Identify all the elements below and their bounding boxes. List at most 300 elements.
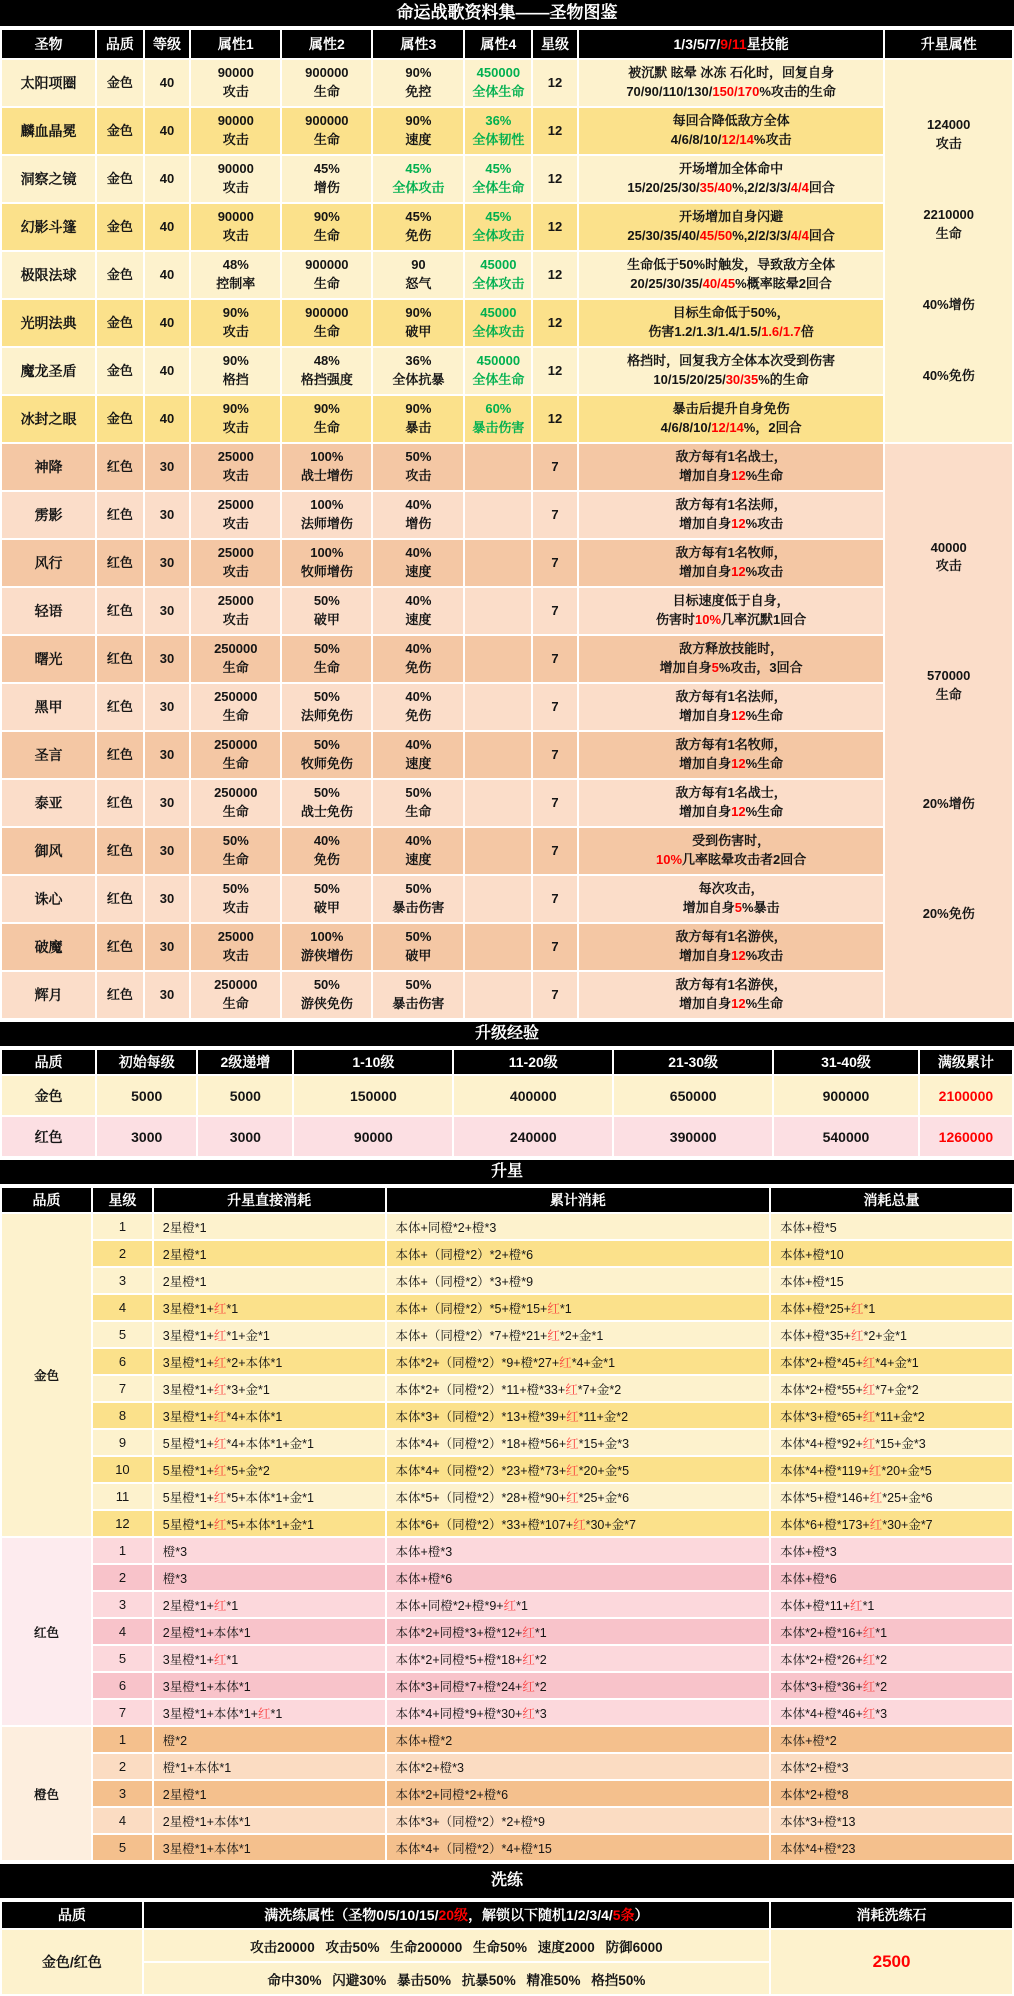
quality-cell: 金色 <box>96 107 144 155</box>
cumulative-cost-cell: 本体+（同橙*2）*2+橙*6 <box>386 1240 771 1267</box>
star-level-cell: 5 <box>92 1834 153 1861</box>
level-cell: 30 <box>144 539 191 587</box>
direct-cost-cell: 5星橙*1+红*5+本体*1+金*1 <box>153 1483 386 1510</box>
relic-table <box>0 28 1014 1020</box>
exp-cell: 1260000 <box>919 1116 1013 1157</box>
exp-header-row <box>1 1049 1013 1075</box>
quality-cell: 金色 <box>96 347 144 395</box>
attr1-cell: 48% 控制率 <box>190 251 281 299</box>
skill-cell: 敌方释放技能时， 增加自身5%攻击，3回合 <box>578 635 885 683</box>
attr3-cell: 40% 速度 <box>372 731 464 779</box>
column-header: 1-10级 <box>293 1049 453 1075</box>
column-header: 属性3 <box>372 29 464 59</box>
attr4-cell: 45000 全体攻击 <box>464 299 532 347</box>
attr2-cell: 900000 生命 <box>281 251 372 299</box>
total-cost-cell: 本体*3+橙*65+红*11+金*2 <box>770 1402 1013 1429</box>
quality-cell: 金色 <box>96 155 144 203</box>
attr1-cell: 50% 生命 <box>190 827 281 875</box>
column-header: 31-40级 <box>773 1049 919 1075</box>
exp-cell: 400000 <box>453 1075 613 1116</box>
attr1-cell: 25000 攻击 <box>190 923 281 971</box>
star-level-cell: 5 <box>92 1645 153 1672</box>
attr1-cell: 25000 攻击 <box>190 443 281 491</box>
skill-cell: 敌方每有1名游侠， 增加自身12%攻击 <box>578 923 885 971</box>
column-header: 属性2 <box>281 29 372 59</box>
exp-cell: 5000 <box>197 1075 293 1116</box>
attr1-cell: 90000 攻击 <box>190 59 281 107</box>
star-bonus-cell-gold <box>884 59 1013 443</box>
wash-cost-cell: 2500 <box>770 1929 1013 1995</box>
stars-cell: 12 <box>532 395 578 443</box>
total-cost-cell: 本体+橙*6 <box>770 1564 1013 1591</box>
attr3-cell: 50% 暴击伤害 <box>372 875 464 923</box>
column-header: 星级 <box>532 29 578 59</box>
cumulative-cost-cell: 本体*2+同橙*2+橙*6 <box>386 1780 771 1807</box>
level-cell: 40 <box>144 155 191 203</box>
total-cost-cell: 本体*3+橙*36+红*2 <box>770 1672 1013 1699</box>
star-bonus-entry: 2210000 生命 <box>923 207 975 241</box>
star-level-cell: 4 <box>92 1807 153 1834</box>
level-cell: 30 <box>144 491 191 539</box>
attr1-cell: 250000 生命 <box>190 971 281 1019</box>
attr3-cell: 50% 攻击 <box>372 443 464 491</box>
wash-row <box>1 1929 1013 1962</box>
level-cell: 40 <box>144 395 191 443</box>
attr3-cell: 90% 破甲 <box>372 299 464 347</box>
star-level-cell: 2 <box>92 1564 153 1591</box>
exp-cell: 金色 <box>1 1075 96 1116</box>
attr1-cell: 25000 攻击 <box>190 587 281 635</box>
level-cell: 30 <box>144 443 191 491</box>
attr4-cell: 60% 暴击伤害 <box>464 395 532 443</box>
attr4-cell: 45% 全体生命 <box>464 155 532 203</box>
relic-row <box>1 875 1013 923</box>
exp-row <box>1 1075 1013 1116</box>
attr2-cell: 100% 游侠增伤 <box>281 923 372 971</box>
attr3-cell: 40% 速度 <box>372 827 464 875</box>
column-header: 消耗总量 <box>770 1187 1013 1213</box>
relic-name-cell: 曙光 <box>1 635 96 683</box>
wash-stats-cell: 命中30% 闪避30% 暴击50% 抗暴50% 精准50% 格挡50% <box>143 1962 770 1995</box>
total-cost-cell: 本体+橙*2 <box>770 1726 1013 1753</box>
column-header: 品质 <box>96 29 144 59</box>
star-row <box>1 1564 1013 1591</box>
star-row <box>1 1753 1013 1780</box>
column-header: 品质 <box>1 1049 96 1075</box>
exp-cell: 150000 <box>293 1075 453 1116</box>
relic-name-cell: 麟血晶冕 <box>1 107 96 155</box>
attr2-cell: 100% 战士增伤 <box>281 443 372 491</box>
star-level-cell: 8 <box>92 1402 153 1429</box>
relic-row <box>1 107 1013 155</box>
relic-row <box>1 299 1013 347</box>
cumulative-cost-cell: 本体+橙*6 <box>386 1564 771 1591</box>
quality-cell: 红色 <box>96 635 144 683</box>
stars-cell: 7 <box>532 875 578 923</box>
skill-cell: 生命低于50%时触发，导致敌方全体 20/25/30/35/40/45%概率眩晕2回合 <box>578 251 885 299</box>
quality-cell: 红色 <box>96 539 144 587</box>
cumulative-cost-cell: 本体*4+（同橙*2）*18+橙*56+红*15+金*3 <box>386 1429 771 1456</box>
cumulative-cost-cell: 本体*4+（同橙*2）*23+橙*73+红*20+金*5 <box>386 1456 771 1483</box>
attr3-cell: 90% 暴击 <box>372 395 464 443</box>
attr1-cell: 250000 生命 <box>190 731 281 779</box>
direct-cost-cell: 2星橙*1+红*1 <box>153 1591 386 1618</box>
stars-cell: 7 <box>532 635 578 683</box>
star-row <box>1 1537 1013 1564</box>
attr2-cell: 50% 破甲 <box>281 875 372 923</box>
star-level-cell: 11 <box>92 1483 153 1510</box>
attr4-cell: 450000 全体生命 <box>464 347 532 395</box>
relic-name-cell: 极限法球 <box>1 251 96 299</box>
direct-cost-cell: 5星橙*1+红*5+金*2 <box>153 1456 386 1483</box>
attr3-cell: 90 怒气 <box>372 251 464 299</box>
stars-cell: 12 <box>532 155 578 203</box>
relic-row <box>1 59 1013 107</box>
level-cell: 40 <box>144 251 191 299</box>
star-level-cell: 6 <box>92 1672 153 1699</box>
attr4-cell <box>464 731 532 779</box>
direct-cost-cell: 橙*1+本体*1 <box>153 1753 386 1780</box>
attr4-cell <box>464 587 532 635</box>
star-bonus-entry: 40%免伤 <box>922 367 975 383</box>
quality-cell: 红色 <box>96 491 144 539</box>
exp-cell: 900000 <box>773 1075 919 1116</box>
attr2-cell: 50% 战士免伤 <box>281 779 372 827</box>
star-row <box>1 1699 1013 1726</box>
total-cost-cell: 本体+橙*5 <box>770 1213 1013 1240</box>
quality-cell: 红色 <box>96 779 144 827</box>
stars-cell: 7 <box>532 923 578 971</box>
star-level-cell: 9 <box>92 1429 153 1456</box>
direct-cost-cell: 3星橙*1+红*3+金*1 <box>153 1375 386 1402</box>
stars-cell: 7 <box>532 491 578 539</box>
quality-cell: 红色 <box>96 971 144 1019</box>
column-header: 满洗练属性（圣物0/5/10/15/20级，解锁以下随机1/2/3/4/5条） <box>143 1901 770 1929</box>
relic-row <box>1 443 1013 491</box>
total-cost-cell: 本体+橙*15 <box>770 1267 1013 1294</box>
attr2-cell: 50% 牧师免伤 <box>281 731 372 779</box>
star-row <box>1 1780 1013 1807</box>
level-cell: 30 <box>144 971 191 1019</box>
star-table <box>0 1186 1014 1862</box>
total-cost-cell: 本体+橙*3 <box>770 1537 1013 1564</box>
star-bonus-entry: 124000 攻击 <box>927 117 971 152</box>
star-row <box>1 1429 1013 1456</box>
attr3-cell: 50% 暴击伤害 <box>372 971 464 1019</box>
relic-row <box>1 155 1013 203</box>
relic-row <box>1 971 1013 1019</box>
column-header: 2级递增 <box>197 1049 293 1075</box>
star-level-cell: 1 <box>92 1213 153 1240</box>
column-header: 升星直接消耗 <box>153 1187 386 1213</box>
skill-cell: 格挡时，回复我方全体本次受到伤害 10/15/20/25/30/35%的生命 <box>578 347 885 395</box>
star-level-cell: 3 <box>92 1591 153 1618</box>
exp-cell: 650000 <box>613 1075 773 1116</box>
direct-cost-cell: 3星橙*1+本体*1+红*1 <box>153 1699 386 1726</box>
total-cost-cell: 本体*2+橙*55+红*7+金*2 <box>770 1375 1013 1402</box>
attr3-cell: 40% 免伤 <box>372 683 464 731</box>
attr2-cell: 40% 免伤 <box>281 827 372 875</box>
exp-cell: 2100000 <box>919 1075 1013 1116</box>
total-cost-cell: 本体*2+橙*3 <box>770 1753 1013 1780</box>
star-row <box>1 1591 1013 1618</box>
exp-cell: 红色 <box>1 1116 96 1157</box>
attr4-cell <box>464 875 532 923</box>
relic-row <box>1 923 1013 971</box>
cumulative-cost-cell: 本体+（同橙*2）*7+橙*21+红*2+金*1 <box>386 1321 771 1348</box>
direct-cost-cell: 橙*2 <box>153 1726 386 1753</box>
column-header: 消耗洗练石 <box>770 1901 1013 1929</box>
star-row <box>1 1645 1013 1672</box>
attr3-cell: 45% 全体攻击 <box>372 155 464 203</box>
stars-cell: 7 <box>532 779 578 827</box>
column-header: 初始每级 <box>96 1049 197 1075</box>
attr1-cell: 90% 攻击 <box>190 299 281 347</box>
relic-name-cell: 轻语 <box>1 587 96 635</box>
relic-row <box>1 491 1013 539</box>
level-cell: 30 <box>144 635 191 683</box>
exp-cell: 540000 <box>773 1116 919 1157</box>
direct-cost-cell: 橙*3 <box>153 1564 386 1591</box>
exp-section-title: 升级经验 <box>0 1020 1014 1048</box>
skill-cell: 敌方每有1名战士， 增加自身12%生命 <box>578 779 885 827</box>
attr1-cell: 90000 攻击 <box>190 203 281 251</box>
quality-span-cell: 红色 <box>1 1537 92 1726</box>
cumulative-cost-cell: 本体*2+（同橙*2）*11+橙*33+红*7+金*2 <box>386 1375 771 1402</box>
exp-cell: 390000 <box>613 1116 773 1157</box>
column-header: 属性1 <box>190 29 281 59</box>
relic-name-cell: 魔龙圣盾 <box>1 347 96 395</box>
stars-cell: 12 <box>532 107 578 155</box>
total-cost-cell: 本体*4+橙*119+红*20+金*5 <box>770 1456 1013 1483</box>
direct-cost-cell: 2星橙*1+本体*1 <box>153 1618 386 1645</box>
cumulative-cost-cell: 本体*2+（同橙*2）*9+橙*27+红*4+金*1 <box>386 1348 771 1375</box>
star-row <box>1 1510 1013 1537</box>
wash-section-title: 洗练 <box>0 1862 1014 1900</box>
quality-cell: 红色 <box>96 875 144 923</box>
star-level-cell: 2 <box>92 1753 153 1780</box>
star-bonus-list <box>886 448 1011 1014</box>
relic-row <box>1 779 1013 827</box>
direct-cost-cell: 3星橙*1+本体*1 <box>153 1834 386 1861</box>
attr3-cell: 36% 全体抗暴 <box>372 347 464 395</box>
star-level-cell: 4 <box>92 1618 153 1645</box>
relic-name-cell: 御风 <box>1 827 96 875</box>
attr4-cell <box>464 779 532 827</box>
attr1-cell: 90% 攻击 <box>190 395 281 443</box>
skill-cell: 受到伤害时， 10%几率眩晕攻击者2回合 <box>578 827 885 875</box>
total-cost-cell: 本体*4+橙*92+红*15+金*3 <box>770 1429 1013 1456</box>
page-title: 命运战歌资料集——圣物图鉴 <box>0 0 1014 28</box>
direct-cost-cell: 3星橙*1+红*1 <box>153 1645 386 1672</box>
relic-name-cell: 幻影斗篷 <box>1 203 96 251</box>
cumulative-cost-cell: 本体*3+同橙*7+橙*24+红*2 <box>386 1672 771 1699</box>
level-cell: 40 <box>144 107 191 155</box>
direct-cost-cell: 3星橙*1+本体*1 <box>153 1672 386 1699</box>
quality-cell: 金色 <box>96 203 144 251</box>
total-cost-cell: 本体+橙*11+红*1 <box>770 1591 1013 1618</box>
star-row <box>1 1294 1013 1321</box>
attr1-cell: 25000 攻击 <box>190 491 281 539</box>
level-cell: 40 <box>144 299 191 347</box>
star-level-cell: 2 <box>92 1240 153 1267</box>
relic-name-cell: 冰封之眼 <box>1 395 96 443</box>
attr4-cell <box>464 443 532 491</box>
attr2-cell: 100% 牧师增伤 <box>281 539 372 587</box>
column-header: 21-30级 <box>613 1049 773 1075</box>
star-section-title: 升星 <box>0 1158 1014 1186</box>
quality-cell: 金色 <box>96 59 144 107</box>
skill-cell: 敌方每有1名牧师， 增加自身12%攻击 <box>578 539 885 587</box>
quality-cell: 红色 <box>96 731 144 779</box>
quality-cell: 金色 <box>96 251 144 299</box>
relic-row <box>1 827 1013 875</box>
star-row <box>1 1807 1013 1834</box>
quality-span-cell: 橙色 <box>1 1726 92 1861</box>
cumulative-cost-cell: 本体*6+（同橙*2）*33+橙*107+红*30+金*7 <box>386 1510 771 1537</box>
relic-row <box>1 251 1013 299</box>
stars-cell: 7 <box>532 731 578 779</box>
direct-cost-cell: 3星橙*1+红*1+金*1 <box>153 1321 386 1348</box>
cumulative-cost-cell: 本体*2+橙*3 <box>386 1753 771 1780</box>
relic-header-row <box>1 29 1013 59</box>
relic-name-cell: 破魔 <box>1 923 96 971</box>
star-row <box>1 1672 1013 1699</box>
attr2-cell: 50% 生命 <box>281 635 372 683</box>
attr4-cell <box>464 827 532 875</box>
attr3-cell: 90% 免控 <box>372 59 464 107</box>
column-header: 累计消耗 <box>386 1187 771 1213</box>
column-header: 等级 <box>144 29 191 59</box>
attr1-cell: 250000 生命 <box>190 779 281 827</box>
total-cost-cell: 本体*3+橙*13 <box>770 1807 1013 1834</box>
attr2-cell: 900000 生命 <box>281 107 372 155</box>
attr1-cell: 90000 攻击 <box>190 107 281 155</box>
skill-cell: 开场增加全体命中 15/20/25/30/35/40%,2/2/3/3/4/4回合 <box>578 155 885 203</box>
cumulative-cost-cell: 本体+（同橙*2）*5+橙*15+红*1 <box>386 1294 771 1321</box>
cumulative-cost-cell: 本体+同橙*2+橙*3 <box>386 1213 771 1240</box>
skill-cell: 每回合降低敌方全体 4/6/8/10/12/14%攻击 <box>578 107 885 155</box>
column-header: 满级累计 <box>919 1049 1013 1075</box>
relic-name-cell: 黑甲 <box>1 683 96 731</box>
attr2-cell: 50% 游侠免伤 <box>281 971 372 1019</box>
skill-cell: 敌方每有1名法师， 增加自身12%生命 <box>578 683 885 731</box>
cumulative-cost-cell: 本体*2+同橙*3+橙*12+红*1 <box>386 1618 771 1645</box>
wash-stats-cell: 攻击20000 攻击50% 生命200000 生命50% 速度2000 防御6000 <box>143 1929 770 1962</box>
attr4-cell: 36% 全体韧性 <box>464 107 532 155</box>
total-cost-cell: 本体*2+橙*16+红*1 <box>770 1618 1013 1645</box>
total-cost-cell: 本体+橙*10 <box>770 1240 1013 1267</box>
cumulative-cost-cell: 本体+（同橙*2）*3+橙*9 <box>386 1267 771 1294</box>
quality-cell: 金色 <box>96 299 144 347</box>
attr3-cell: 50% 破甲 <box>372 923 464 971</box>
attr4-cell: 45% 全体攻击 <box>464 203 532 251</box>
relic-row <box>1 635 1013 683</box>
cumulative-cost-cell: 本体+橙*3 <box>386 1537 771 1564</box>
attr1-cell: 50% 攻击 <box>190 875 281 923</box>
stars-cell: 7 <box>532 443 578 491</box>
exp-cell: 90000 <box>293 1116 453 1157</box>
relic-name-cell: 泰亚 <box>1 779 96 827</box>
total-cost-cell: 本体*4+橙*23 <box>770 1834 1013 1861</box>
relic-name-cell: 光明法典 <box>1 299 96 347</box>
attr2-cell: 90% 生命 <box>281 203 372 251</box>
star-level-cell: 6 <box>92 1348 153 1375</box>
attr3-cell: 40% 速度 <box>372 539 464 587</box>
skill-cell: 开场增加自身闪避 25/30/35/40/45/50%,2/2/3/3/4/4回合 <box>578 203 885 251</box>
direct-cost-cell: 3星橙*1+红*2+本体*1 <box>153 1348 386 1375</box>
relic-name-cell: 诛心 <box>1 875 96 923</box>
attr2-cell: 900000 生命 <box>281 59 372 107</box>
star-level-cell: 7 <box>92 1699 153 1726</box>
cumulative-cost-cell: 本体*3+（同橙*2）*2+橙*9 <box>386 1807 771 1834</box>
exp-cell: 5000 <box>96 1075 197 1116</box>
attr1-cell: 25000 攻击 <box>190 539 281 587</box>
star-header-row <box>1 1187 1013 1213</box>
attr2-cell: 90% 生命 <box>281 395 372 443</box>
column-header: 星级 <box>92 1187 153 1213</box>
exp-cell: 3000 <box>96 1116 197 1157</box>
attr4-cell <box>464 635 532 683</box>
total-cost-cell: 本体+橙*25+红*1 <box>770 1294 1013 1321</box>
star-bonus-entry: 570000 生命 <box>927 667 971 702</box>
relic-row <box>1 683 1013 731</box>
relic-row <box>1 539 1013 587</box>
stars-cell: 7 <box>532 683 578 731</box>
stars-cell: 12 <box>532 347 578 395</box>
star-row <box>1 1240 1013 1267</box>
attr2-cell: 45% 增伤 <box>281 155 372 203</box>
relic-name-cell: 圣言 <box>1 731 96 779</box>
skill-cell: 目标生命低于50%， 伤害1.2/1.3/1.4/1.5/1.6/1.7倍 <box>578 299 885 347</box>
column-header: 品质 <box>1 1901 143 1929</box>
star-row <box>1 1618 1013 1645</box>
star-row <box>1 1402 1013 1429</box>
cumulative-cost-cell: 本体*4+同橙*9+橙*30+红*3 <box>386 1699 771 1726</box>
cumulative-cost-cell: 本体*5+（同橙*2）*28+橙*90+红*25+金*6 <box>386 1483 771 1510</box>
column-header: 11-20级 <box>453 1049 613 1075</box>
attr3-cell: 50% 生命 <box>372 779 464 827</box>
stars-cell: 7 <box>532 587 578 635</box>
level-cell: 30 <box>144 683 191 731</box>
relic-row <box>1 203 1013 251</box>
attr2-cell: 100% 法师增伤 <box>281 491 372 539</box>
attr4-cell <box>464 491 532 539</box>
attr2-cell: 48% 格挡强度 <box>281 347 372 395</box>
attr3-cell: 40% 免伤 <box>372 635 464 683</box>
star-level-cell: 12 <box>92 1510 153 1537</box>
total-cost-cell: 本体*2+橙*8 <box>770 1780 1013 1807</box>
relic-name-cell: 太阳项圈 <box>1 59 96 107</box>
level-cell: 30 <box>144 875 191 923</box>
column-header: 升星属性 <box>884 29 1013 59</box>
wash-table <box>0 1900 1014 1996</box>
star-bonus-entry: 40%增伤 <box>922 296 975 312</box>
stars-cell: 7 <box>532 971 578 1019</box>
relic-name-cell: 雳影 <box>1 491 96 539</box>
relic-row <box>1 395 1013 443</box>
star-level-cell: 7 <box>92 1375 153 1402</box>
level-cell: 40 <box>144 347 191 395</box>
attr2-cell: 900000 生命 <box>281 299 372 347</box>
column-header: 品质 <box>1 1187 92 1213</box>
level-cell: 30 <box>144 923 191 971</box>
attr3-cell: 40% 速度 <box>372 587 464 635</box>
skill-cell: 暴击后提升自身免伤 4/6/8/10/12/14%，2回合 <box>578 395 885 443</box>
exp-table <box>0 1048 1014 1158</box>
total-cost-cell: 本体*6+橙*173+红*30+金*7 <box>770 1510 1013 1537</box>
level-cell: 30 <box>144 731 191 779</box>
